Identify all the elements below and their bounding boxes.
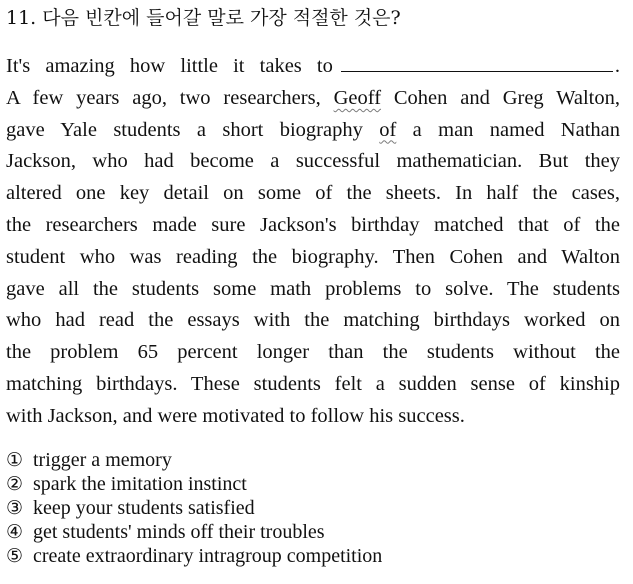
option-text: get students' minds off their troubles bbox=[33, 521, 325, 543]
passage-text: gave Yale students a short biography bbox=[6, 118, 380, 141]
option-4[interactable] bbox=[6, 520, 382, 544]
passage-line-1-end: . bbox=[614, 55, 620, 77]
option-text: spark the imitation instinct bbox=[33, 473, 247, 495]
option-1[interactable] bbox=[6, 448, 382, 472]
passage-text: A few years ago, two researchers, bbox=[6, 86, 334, 109]
question-number: 11. bbox=[6, 7, 37, 29]
passage-line bbox=[6, 51, 620, 83]
passage-text: Cohen and Greg Walton, bbox=[381, 86, 620, 109]
option-number: ④ bbox=[6, 521, 24, 543]
option-text: create extraordinary intragroup competition bbox=[33, 545, 383, 567]
option-number: ② bbox=[6, 473, 24, 495]
passage-line-1-text: It's amazing how little it takes to bbox=[6, 55, 333, 77]
option-number: ③ bbox=[6, 497, 24, 519]
option-3[interactable] bbox=[6, 496, 382, 520]
passage-line: student who was reading the biography. Then Cohen and Walton bbox=[6, 245, 620, 268]
option-5[interactable] bbox=[6, 544, 382, 568]
word-of: of bbox=[379, 118, 397, 141]
answer-blank bbox=[341, 53, 613, 72]
passage-line: altered one key detail on some of the sheets. In half the cases, bbox=[6, 182, 620, 205]
answer-options bbox=[6, 448, 382, 568]
passage-line: who had read the essays with the matching birthdays worked on bbox=[6, 309, 620, 332]
option-text: trigger a memory bbox=[33, 449, 172, 471]
option-number: ① bbox=[6, 449, 24, 471]
option-text: keep your students satisfied bbox=[33, 497, 255, 519]
passage-line: the problem 65 percent longer than the students without the bbox=[6, 341, 620, 364]
passage-line: matching birthdays. These students felt a sudden sense of kinship bbox=[6, 372, 620, 395]
passage-text: a man named Nathan bbox=[396, 118, 621, 141]
passage-line bbox=[6, 83, 620, 115]
question-title bbox=[6, 4, 401, 32]
passage-line: with Jackson, and were motivated to follow his success. bbox=[6, 404, 465, 427]
option-2[interactable] bbox=[6, 472, 382, 496]
passage-line: gave all the students some math problems to solve. The students bbox=[6, 277, 620, 300]
researcher-name-geoff: Geoff bbox=[333, 86, 382, 109]
passage-line bbox=[6, 115, 620, 147]
option-number: ⑤ bbox=[6, 545, 24, 567]
passage-line: the researchers made sure Jackson's birthday matched that of the bbox=[6, 213, 620, 236]
question-prompt: 다음 빈칸에 들어갈 말로 가장 적절한 것은? bbox=[42, 7, 401, 29]
passage bbox=[6, 51, 620, 433]
passage-line: Jackson, who had become a successful mathematician. But they bbox=[6, 150, 620, 173]
